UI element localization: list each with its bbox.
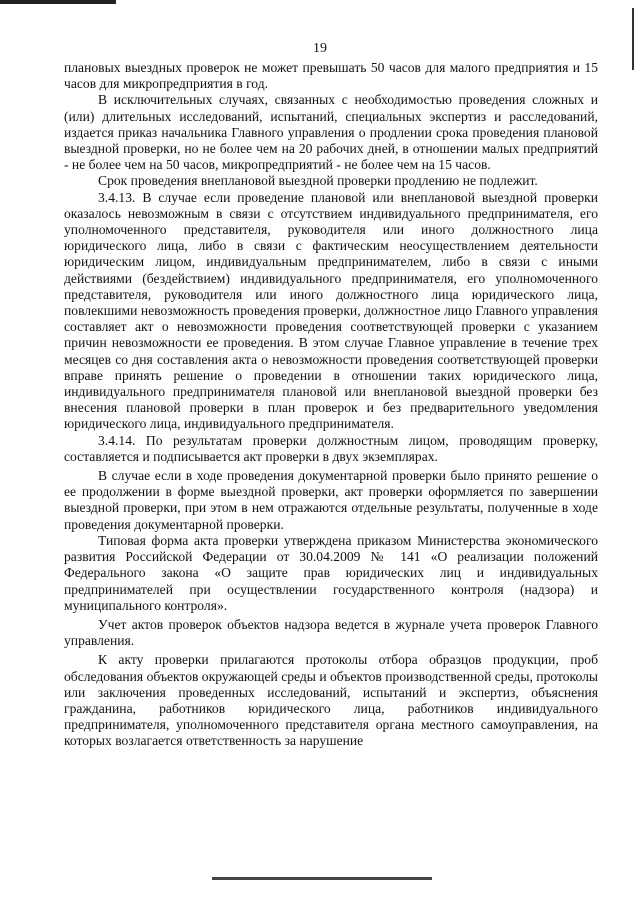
paragraph-standard-form: Типовая форма акта проверки утверждена приказом Министерства экономического развития Российской Федерации от 30.04.2009 № 141 «О реализации положений Федерального закона «О защите прав юридических лиц и индивидуальных предпринимателей при осуществлении государственного контроля (надзора) и муниципального контроля». — [64, 532, 598, 613]
paragraph-3-4-13: 3.4.13. В случае если проведение плановой или внеплановой выездной проверки оказалось невозможным в связи с отсутствием индивидуального предпринимателя, его уполномоченного представителя, руководителя или иного должностного лица юридического лица, либо в связи с фактическим неосуществлением деятельности юридическим лицом, индивидуальным предпринимателем, либо в связи с иными действиями (бездействием) индивидуального предпринимателя, его уполномоченного представителя, руководителя или иного должностного лица юридического лица, повлекшими невозможность проведения проверки, должностное лицо Главного управления составляет акт о невозможности проведения соответствующей проверки с указанием причин невозможности ее проведения. В этом случае Главное управление в течение трех месяцев со дня составления акта о невозможности проведения соответствующей проверки вправе принять решение о проведении в отношении таких юридического лица, индивидуального предпринимателя плановой или внеплановой выездной проверки без внесения плановой проверки в план проверок и без предварительного уведомления юридического лица, индивидуального предпринимателя. — [64, 189, 598, 432]
scan-artifact-bottom-bar — [212, 877, 432, 880]
document-body — [64, 60, 598, 750]
paragraph-unscheduled-no-extension: Срок проведения внеплановой выездной проверки продлению не подлежит. — [98, 173, 538, 189]
scan-artifact-top-bar — [0, 0, 116, 4]
paragraph-documentary-continuation: В случае если в ходе проведения документарной проверки было принято решение о ее продолжении в форме выездной проверки, акт проверки оформляется по завершении выездной проверки, при этом в нем отражаются отдельные результаты, полученные в ходе проведения документарной проверки. — [64, 468, 598, 532]
paragraph-journal: Учет актов проверок объектов надзора ведется в журнале учета проверок Главного управления. — [64, 616, 598, 649]
page-number: 19 — [313, 41, 327, 56]
scan-artifact-right-edge — [632, 8, 634, 70]
paragraph-extension-exceptional: В исключительных случаях, связанных с необходимостью проведения сложных и (или) длительных исследований, испытаний, специальных экспертиз и расследований, издается приказ начальника Главного управления о продлении срока проведения плановой выездной проверки, но не более чем на 20 рабочих дней, в отношении малых предприятий - не более чем на 50 часов, микропредприятий - не более чем на 15 часов. — [64, 92, 598, 173]
paragraph-3-4-14: 3.4.14. По результатам проверки должностным лицом, проводящим проверку, составляется и подписывается акт проверки в двух экземплярах. — [64, 432, 598, 464]
paragraph-continuation: плановых выездных проверок не может превышать 50 часов для малого предприятия и 15 часов для микропредприятия в год. — [64, 60, 598, 92]
paragraph-attachments: К акту проверки прилагаются протоколы отбора образцов продукции, проб обследования объектов окружающей среды и объектов производственной среды, протоколы или заключения проведенных исследований, испытаний и экспертиз, объяснения гражданина, работников юридического лица, работников индивидуального предпринимателя, уполномоченного представителя органа местного самоуправления, на которых возлагается ответственность за нарушение — [64, 652, 598, 749]
